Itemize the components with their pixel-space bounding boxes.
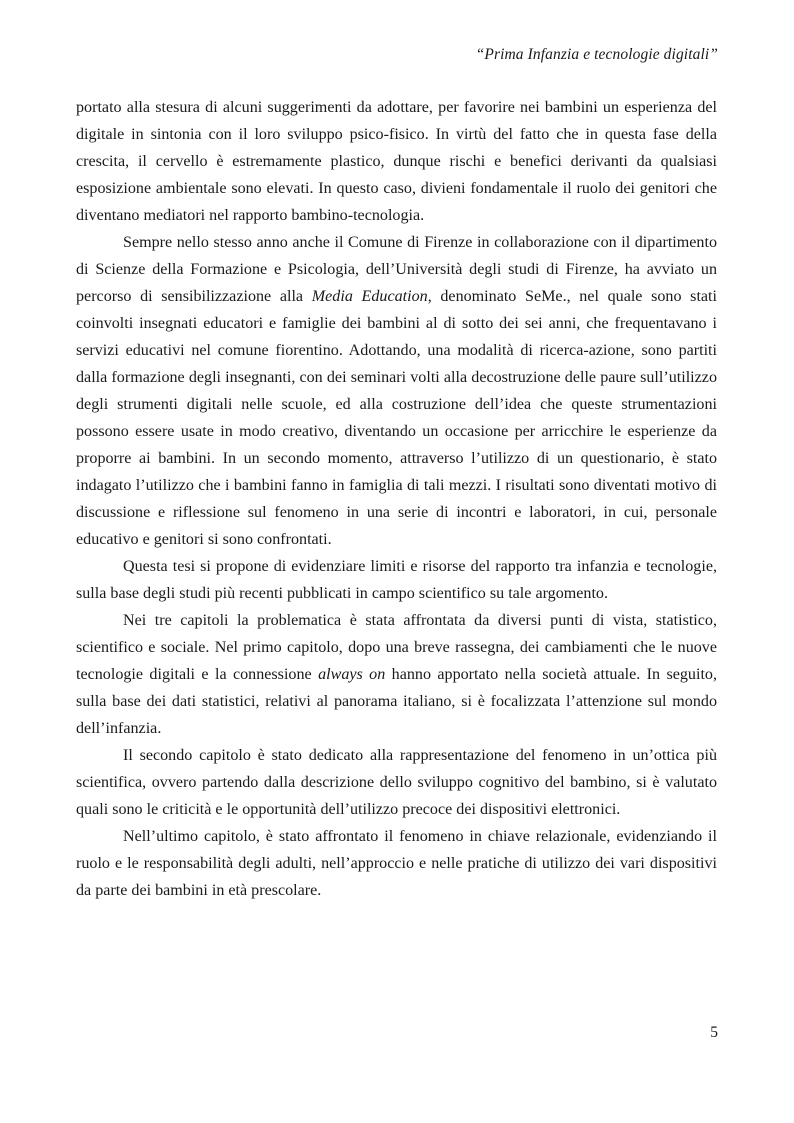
paragraph-2-part-2: , denominato SeMe., nel quale sono stati coinvolti insegnati educatori e famiglie dei bambini al di sotto dei sei anni, che frequentavano i servizi educativi nel comune fiorentino. Adottando, una modalità di ricerca-azione, sono partiti dalla formazione degli insegnanti, con dei seminari volti alla decostruzione delle paure sull’utilizzo degli strumenti digitali nelle scuole, ed alla costruzione dell’idea che queste strumentazioni possono essere usate in modo creativo, diventando un occasione per arricchire le esperienze da proporre ai bambini. In un secondo momento, attraverso l’utilizzo di un questionario, è stato indagato l’utilizzo che i bambini fanno in famiglia di tali mezzi. I risultati sono diventati motivo di discussione e riflessione sul fenomeno in una serie di incontri e laboratori, in cui, personale educativo e genitori si sono confrontati.	[76, 288, 717, 548]
paragraph-2	[76, 229, 717, 553]
paragraph-4-part-2: hanno apportato nella società attuale. In seguito, sulla base dei dati statistici, relativi al panorama italiano, si è focalizzata l’attenzione sul mondo dell’infanzia.	[76, 666, 717, 737]
page-body	[76, 94, 717, 904]
paragraph-3: Questa tesi si propone di evidenziare limiti e risorse del rapporto tra infanzia e tecnologie, sulla base degli studi più recenti pubblicati in campo scientifico su tale argomento.	[76, 558, 717, 602]
paragraph-5: Il secondo capitolo è stato dedicato alla rappresentazione del fenomeno in un’ottica più scientifica, ovvero partendo dalla descrizione dello sviluppo cognitivo del bambino, si è valutato quali sono le criticità e le opportunità dell’utilizzo precoce dei dispositivi elettronici.	[76, 747, 717, 818]
paragraph-2-part-1: Sempre nello stesso anno anche il Comune di Firenze in collaborazione con il dipartimento di Scienze della Formazione e Psicologia, dell’Università degli studi di Firenze, ha avviato un percorso di sensibilizzazione alla	[76, 234, 717, 305]
paragraph-4-emphasis: always on	[318, 666, 386, 683]
running-header-title: “Prima Infanzia e tecnologie digitali”	[475, 46, 718, 63]
paragraph-2-emphasis: Media Education	[311, 288, 428, 305]
page-number: 5	[710, 1024, 718, 1041]
paragraph-1: portato alla stesura di alcuni suggerimenti da adottare, per favorire nei bambini un esperienza del digitale in sintonia con il loro sviluppo psico-fisico. In virtù del fatto che in questa fase della crescita, il cervello è estremamente plastico, dunque rischi e benefici derivanti da qualsiasi esposizione ambientale sono elevati. In questo caso, divieni fondamentale il ruolo dei genitori che diventano mediatori nel rapporto bambino-tecnologia.	[76, 99, 717, 224]
paragraph-4-part-1: Nei tre capitoli la problematica è stata affrontata da diversi punti di vista, statistico, scientifico e sociale. Nel primo capitolo, dopo una breve rassegna, dei cambiamenti che le nuove tecnologie digitali e la connessione	[76, 612, 717, 683]
paragraph-4	[76, 607, 717, 742]
paragraph-6: Nell’ultimo capitolo, è stato affrontato il fenomeno in chiave relazionale, evidenziando il ruolo e le responsabilità degli adulti, nell’approccio e nelle pratiche di utilizzo dei vari dispositivi da parte dei bambini in età prescolare.	[76, 828, 717, 899]
